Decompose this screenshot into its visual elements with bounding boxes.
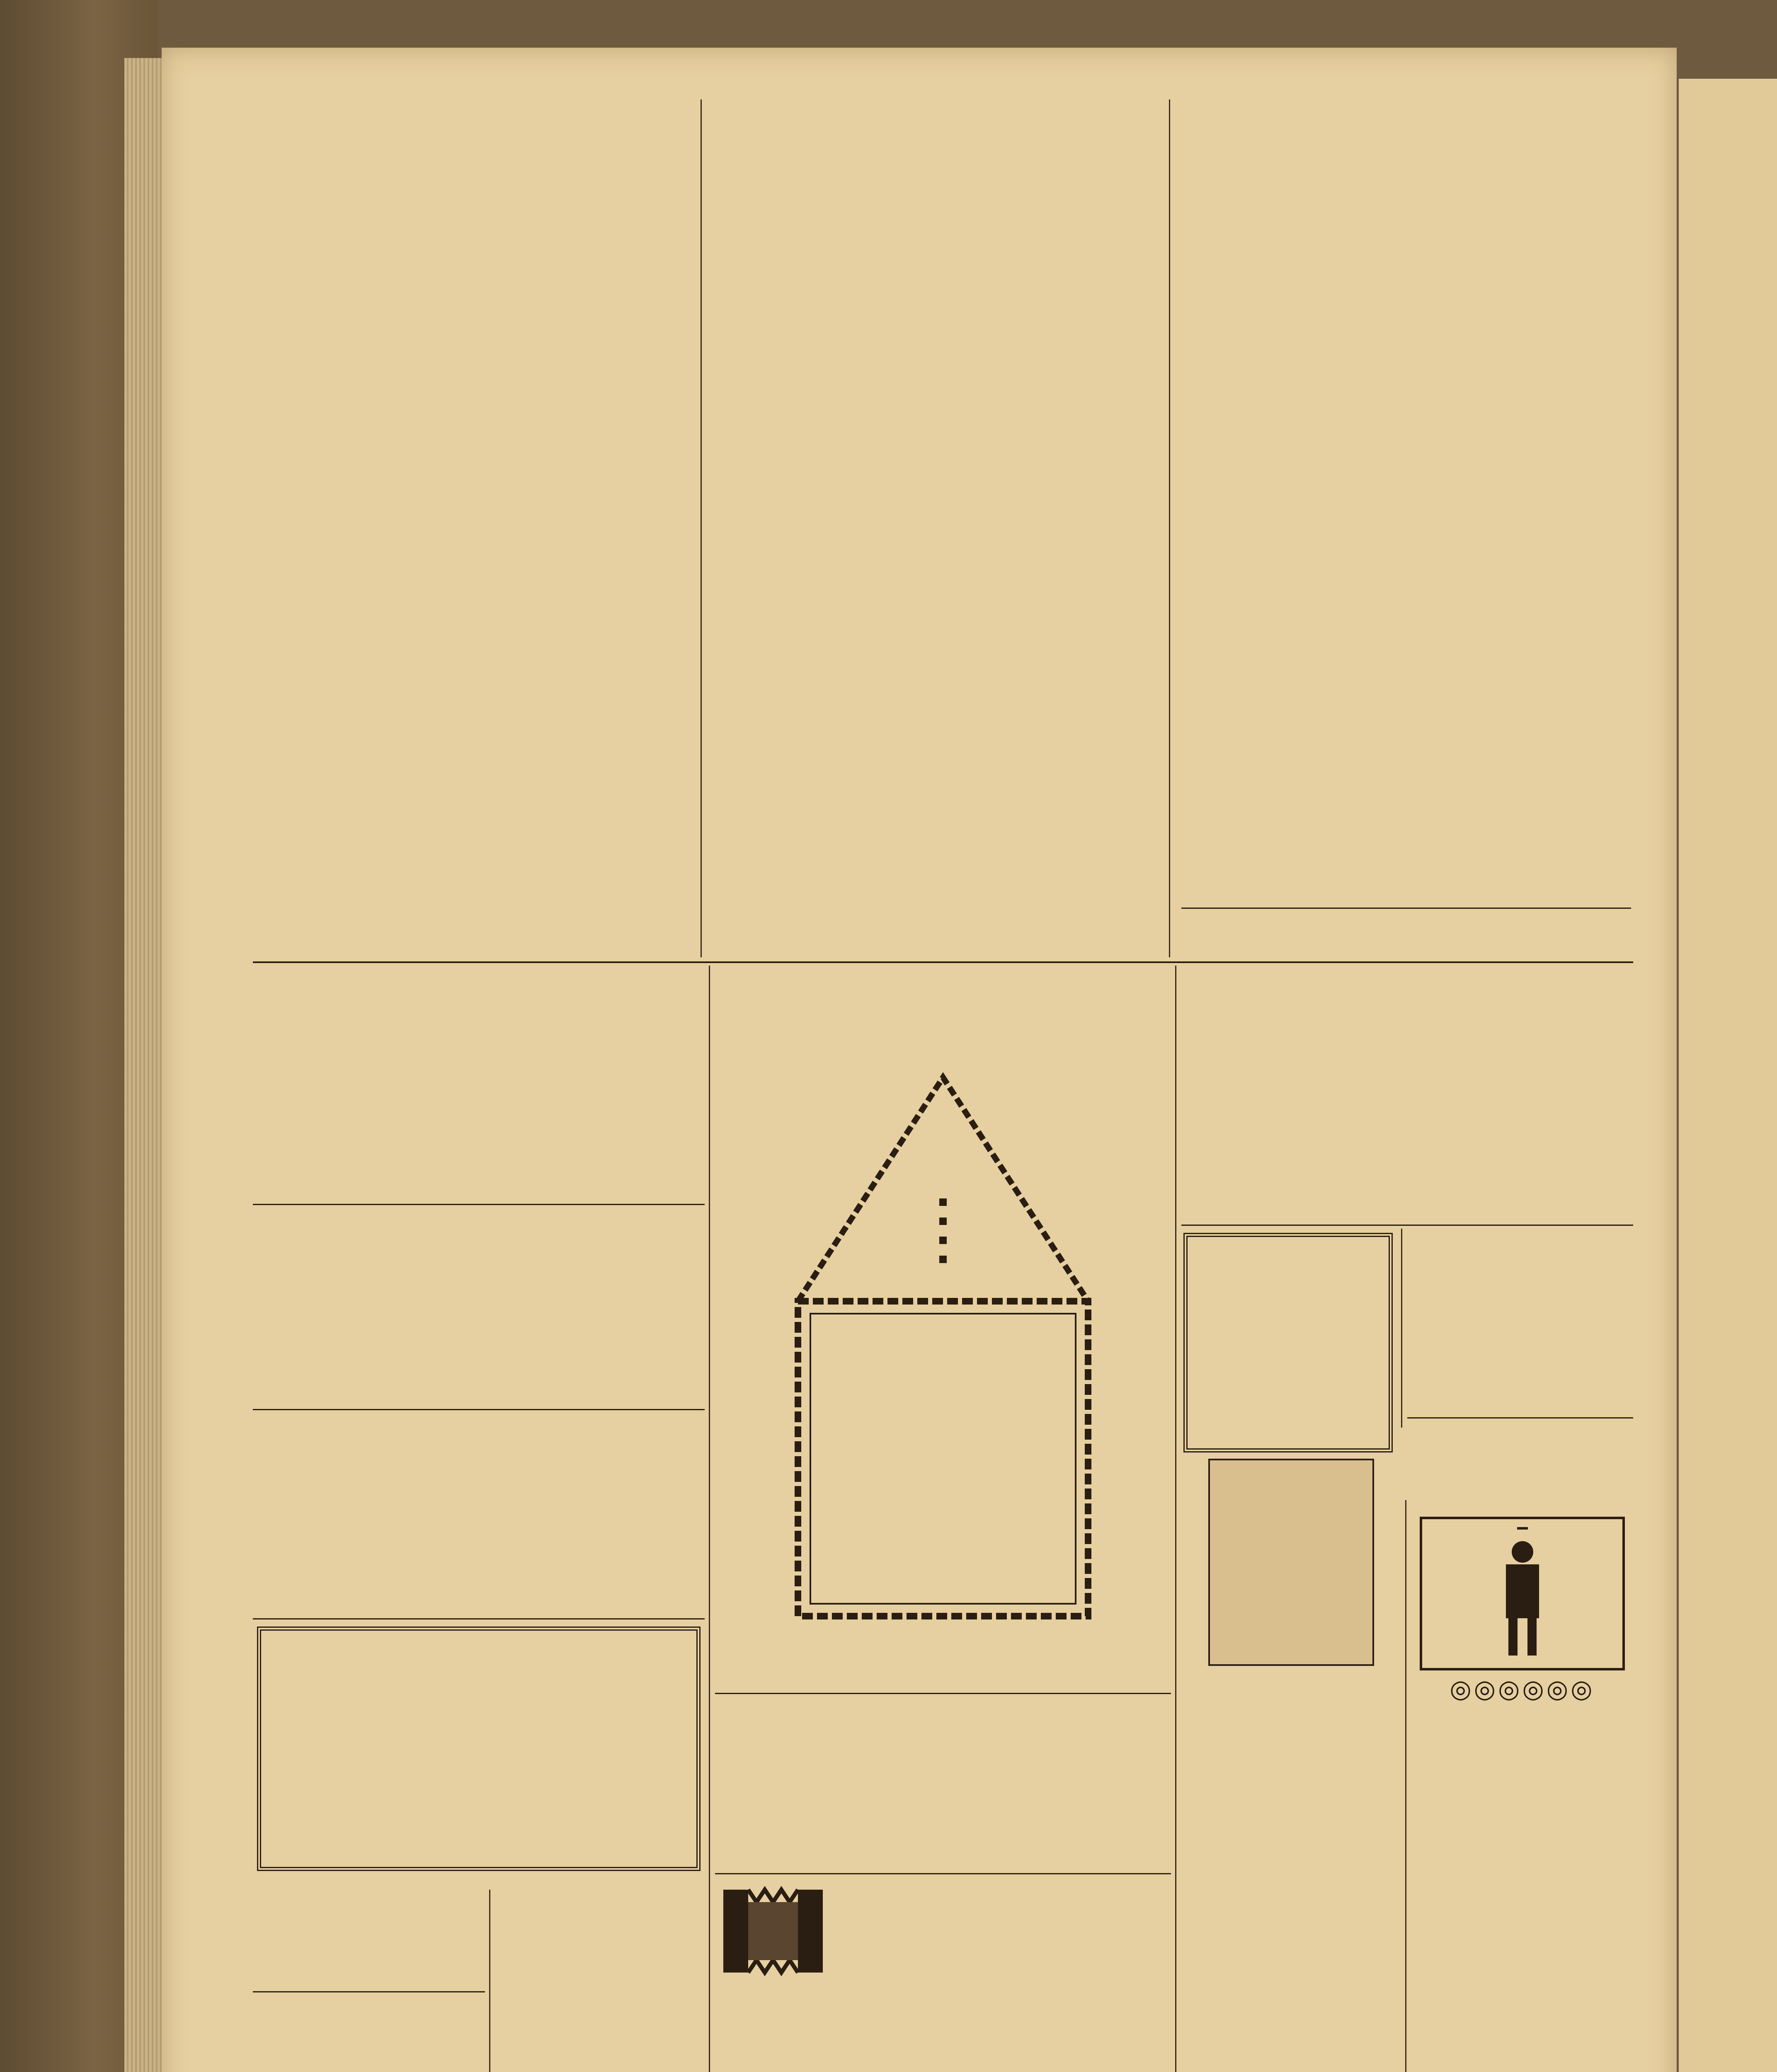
ad-badge bbox=[1517, 1527, 1528, 1530]
imprint bbox=[1181, 908, 1631, 911]
bullet-square-icon bbox=[939, 1237, 947, 1244]
ad-saemaschine bbox=[495, 1890, 705, 2072]
bullet-square-icon bbox=[939, 1198, 947, 1206]
ad-ortssteuer bbox=[253, 1208, 705, 1407]
column-divider bbox=[1169, 99, 1170, 957]
ad-divider bbox=[489, 1890, 490, 2072]
column-1 bbox=[99, 97, 549, 968]
column-divider bbox=[701, 99, 702, 957]
figure-illustration-icon bbox=[1481, 1535, 1564, 1660]
ad-stark-handbuch bbox=[1181, 1807, 1397, 2039]
column-3 bbox=[1181, 97, 1631, 901]
ad-column-divider bbox=[709, 966, 710, 2072]
ad-geld-lose bbox=[1208, 1459, 1374, 1666]
ad-divider bbox=[253, 1991, 485, 1992]
ad-divider bbox=[1407, 1417, 1633, 1418]
right-page-fragment bbox=[1679, 79, 1777, 2072]
ad-jagdgewehre bbox=[1183, 1233, 1393, 1452]
ad-locken bbox=[253, 1890, 485, 1989]
ad-marmorwerk bbox=[257, 1627, 701, 1871]
ad-schreiner bbox=[1407, 1229, 1633, 1415]
ad-keller bbox=[253, 970, 705, 1202]
ad-divider bbox=[253, 1618, 705, 1619]
ad-frachtbriefe bbox=[253, 1995, 485, 2070]
ad-buchdruckerei bbox=[715, 970, 1171, 1695]
ad-brennholz bbox=[253, 1413, 705, 1616]
ad-bahnhofwirtschaft bbox=[1181, 966, 1633, 1222]
column-2 bbox=[713, 97, 1163, 968]
ad-divider bbox=[715, 1873, 1171, 1874]
ornament-circles-icon: ◎◎◎◎◎◎ bbox=[1450, 1675, 1595, 1704]
ad-furniere bbox=[715, 1697, 1171, 1875]
ad-divider bbox=[1405, 1500, 1406, 2072]
ad-divider bbox=[253, 1409, 705, 1410]
ad-vortragsbuch bbox=[1411, 1500, 1633, 2072]
bullet-square-icon bbox=[939, 1218, 947, 1225]
ad-divider bbox=[1181, 1225, 1633, 1226]
ad-ziehharmonikas bbox=[715, 1877, 1171, 2072]
bullet-square-icon bbox=[939, 1256, 947, 1263]
ad-hausierer bbox=[1407, 1421, 1633, 1492]
accordion-icon bbox=[719, 1877, 827, 1985]
ad-column-divider bbox=[1175, 966, 1176, 2072]
ad-divider bbox=[253, 1204, 705, 1205]
section-divider bbox=[253, 961, 1633, 963]
house-frame bbox=[715, 1069, 1171, 1649]
ad-divider bbox=[715, 1693, 1171, 1694]
ad-divider bbox=[1401, 1229, 1402, 1428]
